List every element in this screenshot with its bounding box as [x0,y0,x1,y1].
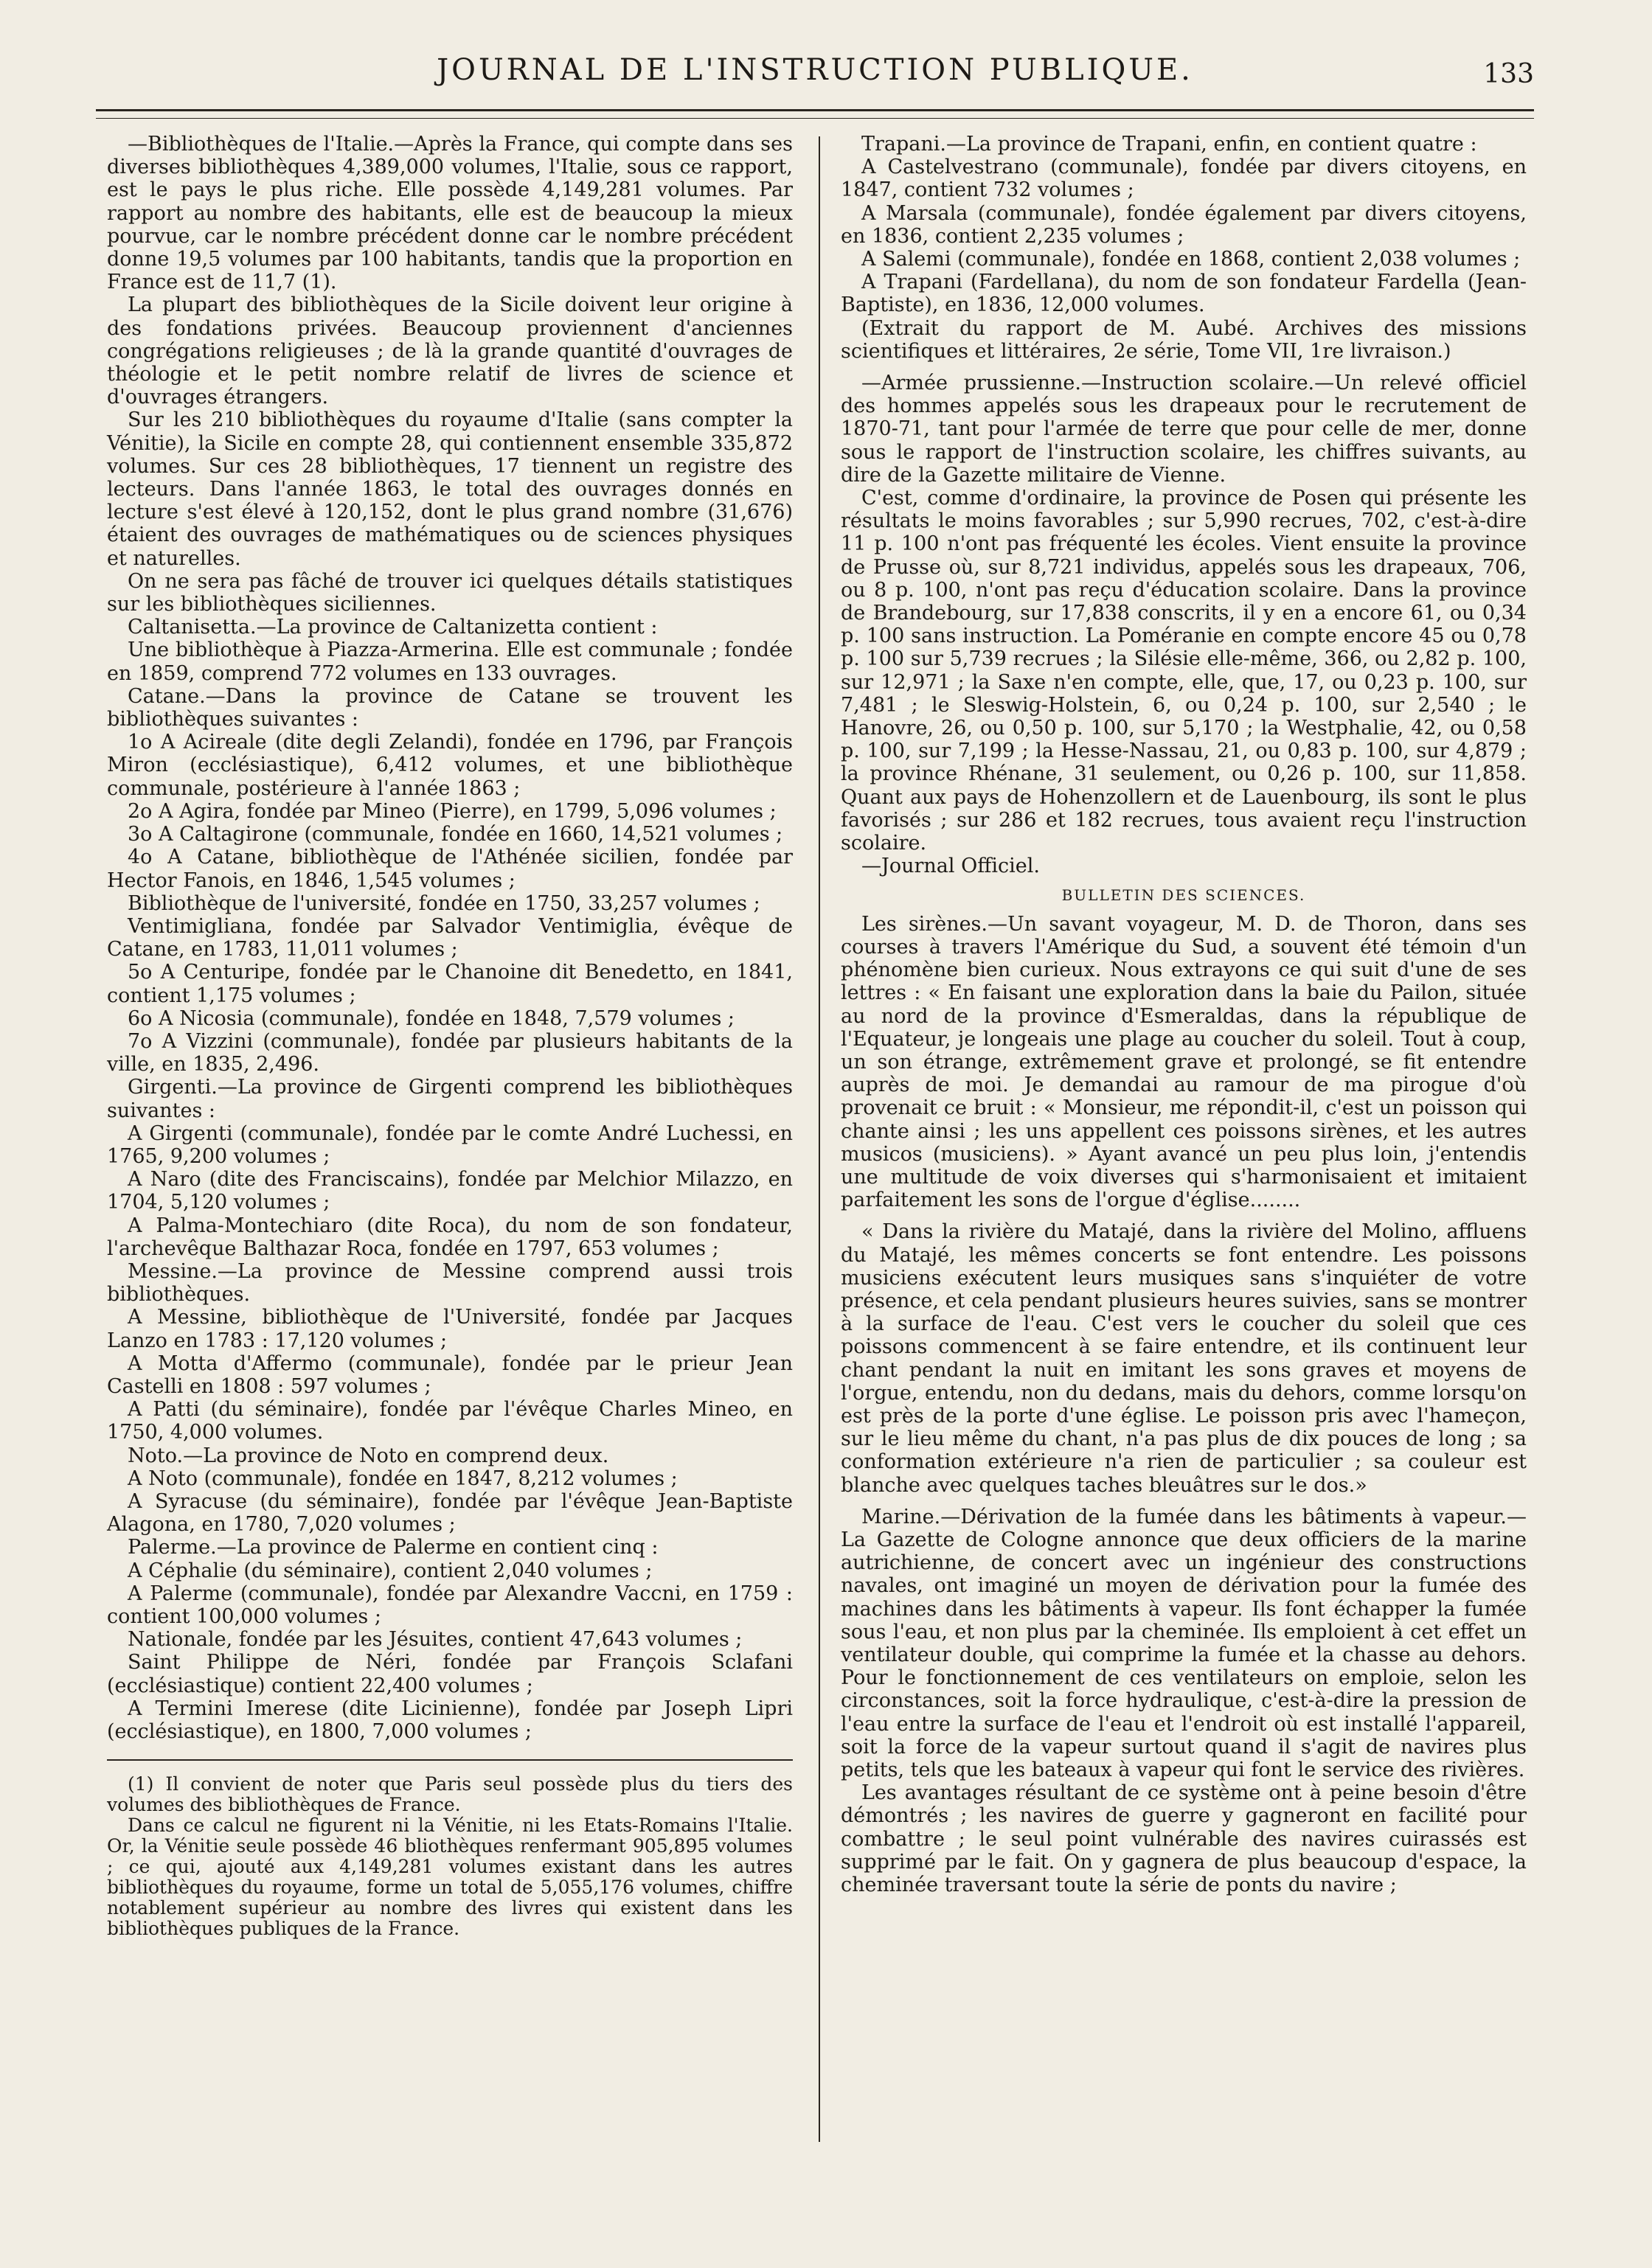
article-paragraph: La plupart des bibliothèques de la Sicile doivent leur origine à des fondations privées. Beaucoup proviennent d'anciennes congrégations religieuses ; de là la grande quantité d'ouvrages de théologie et le petit nombre relatif de livres de science et d'ouvrages étrangers. [107,293,793,409]
column-divider [819,136,820,2142]
article-paragraph: Une bibliothèque à Piazza-Armerina. Elle est communale ; fondée en 1859, comprend 772 volumes en 133 ouvrages. [107,639,793,685]
article-paragraph: —Bibliothèques de l'Italie.—Après la France, qui compte dans ses diverses bibliothèques 4,389,000 volumes, l'Italie, sous ce rapport, est le pays le plus riche. Elle possède 4,149,281 volumes. Par rapport au nombre des habitants, elle est de beaucoup la mieux pourvue, car le nombre précédent donne car le nombre précédent donne 19,5 volumes par 100 habitants, tandis que la proportion en France est de 11,7 (1). [107,133,793,294]
list-item: 6o A Nicosia (communale), fondée en 1848, 7,579 volumes ; [128,1006,735,1030]
source-citation: —Journal Officiel. [861,855,1040,878]
article-paragraph: « Dans la rivière du Matajé, dans la rivière del Molino, affluens du Matajé, les mêmes concerts se font entendre. Les poissons musiciens exécutent leurs musiques sans s'inquiéter de votre présence, et cela pendant plusieurs heures suivies, sans se montrer à la surface de l'eau. C'est vers le coucher du soleil que ces poissons commencent à se faire entendre, et ils continuent leur chant pendant la nuit en imitant les sons graves et moyens de l'orgue, entendu, non du dedans, mais du dehors, comme lorsqu'on est près de la porte d'une église. Le poisson pris avec l'hameçon, sur le lieu même du chant, n'a pas plus de dix pouces de long ; sa conformation extérieure n'a rien de particulier ; sa couleur est blanche avec quelques taches bleuâtres sur le dos.» [841,1220,1527,1497]
list-item: A Palerme (communale), fondée par Alexandre Vaccni, en 1759 : contient 100,000 volumes ; [107,1582,793,1628]
list-item: 7o A Vizzini (communale), fondée par plusieurs habitants de la ville, en 1835, 2,496. [107,1029,793,1076]
header-rule [96,109,1534,111]
province-heading: Catane.—Dans la province de Catane se trouvent les bibliothèques suivantes : [107,684,793,731]
list-item: A Termini Imerese (dite Licinienne), fondée par Joseph Lipri (ecclésiastique), en 1800, 7,000 volumes ; [107,1697,793,1744]
province-heading: Noto.—La province de Noto en comprend deux. [128,1444,609,1467]
list-item: A Castelvestrano (communale), fondée par divers citoyens, en 1847, contient 732 volumes ; [841,156,1527,202]
province-heading: Caltanisetta.—La province de Caltanizetta contient : [128,616,658,639]
list-item: A Trapani (Fardellana), du nom de son fondateur Fardella (Jean-Baptiste), en 1836, 12,000 volumes. [841,271,1527,317]
list-item: A Céphalie (du séminaire), contient 2,040 volumes ; [128,1559,653,1582]
province-heading: Trapani.—La province de Trapani, enfin, en contient quatre : [861,133,1477,156]
list-item: A Noto (communale), fondée en 1847, 8,212 volumes ; [128,1467,678,1490]
list-item: Ventimigliana, fondée par Salvador Ventimiglia, évêque de Catane, en 1783, 11,011 volumes ; [107,914,793,961]
article-paragraph: On ne sera pas fâché de trouver ici quelques détails statistiques sur les bibliothèques siciliennes. [107,569,793,616]
list-item: 3o A Caltagirone (communale, fondée en 1660, 14,521 volumes ; [128,823,783,846]
province-heading: Palerme.—La province de Palerme en contient cinq : [128,1536,659,1559]
source-citation: (Extrait du rapport de M. Aubé. Archives des missions scientifiques et littéraires, 2e série, Tome VII, 1re livraison.) [841,316,1527,363]
journal-title: JOURNAL DE L'INSTRUCTION PUBLIQUE. [437,53,1193,87]
list-item: Nationale, fondée par les Jésuites, contient 47,643 volumes ; [128,1628,743,1652]
left-column [107,133,793,1939]
page-header [96,53,1534,105]
header-rule-thin [96,118,1534,119]
list-item: A Syracuse (du séminaire), fondée par l'évêque Jean-Baptiste Alagona, en 1780, 7,020 volumes ; [107,1489,793,1537]
page-number: 133 [1483,59,1534,89]
list-item: 4o A Catane, bibliothèque de l'Athénée sicilien, fondée par Hector Fanois, en 1846, 1,545 volumes ; [107,846,793,892]
footnote: (1) Il convient de noter que Paris seul possède plus du tiers des volumes des bibliothèques de France. [107,1773,793,1816]
article-paragraph: Les sirènes.—Un savant voyageur, M. D. de Thoron, dans ses courses à travers l'Amérique du Sud, a souvent été témoin d'un phénomène bien curieux. Nous extrayons ce qui suit d'une de ses lettres : « En faisant une exploration dans la baie du Pailon, située au nord de la province d'Esmeraldas, dans la république de l'Equateur, je longeais une plage au coucher du soleil. Tout à coup, un son étrange, extrêmement grave et prolongé, se fit entendre auprès de moi. Je demandai au ramour de ma pirogue d'où provenait ce bruit : « Monsieur, me répondit-il, c'est un poisson qui chante ainsi ; les uns appellent ces poissons sirènes, et les autres musicos (musiciens). » Ayant avancé un peu plus loin, j'entendis une multitude de voix diverses qui s'harmonisaient et imitaient parfaitement les sons de l'orgue d'église........ [841,912,1527,1212]
list-item: 5o A Centuripe, fondée par le Chanoine dit Benedetto, en 1841, contient 1,175 volumes ; [107,961,793,1007]
list-item: Bibliothèque de l'université, fondée en 1750, 33,257 volumes ; [128,891,760,915]
list-item: A Girgenti (communale), fondée par le comte André Luchessi, en 1765, 9,200 volumes ; [107,1121,793,1168]
list-item: Saint Philippe de Néri, fondée par François Sclafani (ecclésiastique) contient 22,400 volumes ; [107,1651,793,1697]
article-paragraph: —Armée prussienne.—Instruction scolaire.—Un relevé officiel des hommes appelés sous les drapeaux pour le recrutement de 1870-71, tant pour l'armée de terre que pour celle de mer, donne sous le rapport de l'instruction scolaire, les chiffres suivants, au dire de la Gazette militaire de Vienne. [841,372,1527,487]
section-heading: BULLETIN DES SCIENCES. [1061,886,1306,904]
footnote: Dans ce calcul ne figurent ni la Vénitie, ni les Etats-Romains l'Italie. Or, la Vénitie seule possède 46 bliothèques renfermant 905,895 volumes ; ce qui, ajouté aux 4,149,281 volumes existant dans les autres bibliothèques du royaume, forme un total de 5,055,176 volumes, chiffre notablement supérieur au nombre des livres qui existent dans les bibliothèques publiques de la France. [107,1815,793,1940]
list-item: A Salemi (communale), fondée en 1868, contient 2,038 volumes ; [861,248,1521,271]
article-paragraph: C'est, comme d'ordinaire, la province de Posen qui présente les résultats le moins favorables ; sur 5,990 recrues, 702, c'est-à-dire 11 p. 100 n'ont pas fréquenté les écoles. Vient ensuite la province de Prusse où, sur 8,721 individus, appelés sous les drapeaux, 706, ou 8 p. 100, n'ont pas reçu d'éducation scolaire. Dans la province de Brandebourg, sur 17,838 conscrits, il y en a encore 61, ou 0,34 p. 100 sans instruction. La Poméranie en compte encore 45 ou 0,78 p. 100 sur 5,739 recrues ; la Silésie elle-même, 366, ou 2,82 p. 100, sur 12,971 ; la Saxe n'en compte, elle, que, 17, ou 0,23 p. 100, sur 7,481 ; le Sleswig-Holstein, 6, ou 0,24 p. 100, sur 2,540 ; le Hanovre, 26, ou 0,50 p. 100, sur 5,170 ; la Westphalie, 42, ou 0,58 p. 100, sur 7,199 ; la Hesse-Nassau, 21, ou 0,83 p. 100, sur 4,879 ; la province Rhénane, 31 seulement, ou 0,26 p. 100, sur 11,858. Quant aux pays de Hohenzollern et de Lauenbourg, ils sont le plus favorisés ; sur 286 et 182 recrues, tous avaient reçu l'instruction scolaire. [841,487,1527,855]
province-heading: Messine.—La province de Messine comprend aussi trois bibliothèques. [107,1259,793,1307]
list-item: A Marsala (communale), fondée également par divers citoyens, en 1836, contient 2,235 volumes ; [841,201,1527,248]
list-item: 2o A Agira, fondée par Mineo (Pierre), en 1799, 5,096 volumes ; [128,799,777,823]
list-item: A Naro (dite des Franciscains), fondée par Melchior Milazzo, en 1704, 5,120 volumes ; [107,1168,793,1214]
right-column [841,133,1527,1896]
footnote-rule [107,1759,793,1761]
article-paragraph: Les avantages résultant de ce système ont à peine besoin d'être démontrés ; les navires de guerre y gagneront en facilité pour combattre ; le seul point vulnérable des navires cuirassés est supprimé par le fait. On y gagnera de plus beaucoup d'espace, la cheminée traversant toute la série de ponts du navire ; [841,1781,1527,1897]
list-item: A Motta d'Affermo (communale), fondée par le prieur Jean Castelli en 1808 : 597 volumes ; [107,1352,793,1398]
list-item: A Palma-Montechiaro (dite Roca), du nom de son fondateur, l'archevêque Balthazar Roca, fondée en 1797, 653 volumes ; [107,1214,793,1260]
list-item: 1o A Acireale (dite degli Zelandi), fondée en 1796, par François Miron (ecclésiastique), 6,412 volumes, et une bibliothèque communale, postérieure à l'année 1863 ; [107,731,793,800]
article-paragraph: Marine.—Dérivation de la fumée dans les bâtiments à vapeur.—La Gazette de Cologne annonce que deux officiers de la marine autrichienne, de concert avec un ingénieur des constructions navales, ont imaginé un moyen de dérivation pour la fumée des machines dans les bâtiments à vapeur. Ils font échapper la fumée sous l'eau, et non plus par la cheminée. Ils emploient à cet effet un ventilateur double, qui comprime la fumée et la chasse au dehors. Pour le fonctionnement de ces ventilateurs on emploie, selon les circonstances, soit la force hydraulique, c'est-à-dire la pression de l'eau entre la surface de l'eau et l'endroit où est installé l'appareil, soit la force de la vapeur surtout quand il s'agit de navires plus petits, tels que les bateaux à vapeur qui font le service des rivières. [841,1505,1527,1782]
list-item: A Messine, bibliothèque de l'Université, fondée par Jacques Lanzo en 1783 : 17,120 volumes ; [107,1306,793,1352]
list-item: A Patti (du séminaire), fondée par l'évêque Charles Mineo, en 1750, 4,000 volumes. [107,1398,793,1444]
province-heading: Girgenti.—La province de Girgenti comprend les bibliothèques suivantes : [107,1076,793,1122]
article-paragraph: Sur les 210 bibliothèques du royaume d'Italie (sans compter la Vénitie), la Sicile en compte 28, qui contiennent ensemble 335,872 volumes. Sur ces 28 bibliothèques, 17 tiennent un registre des lecteurs. Dans l'année 1863, le total des ouvrages donnés en lecture s'est élevé à 120,152, dont le plus grand nombre (31,676) étaient des ouvrages de mathématiques ou de sciences physiques et naturelles. [107,408,793,570]
